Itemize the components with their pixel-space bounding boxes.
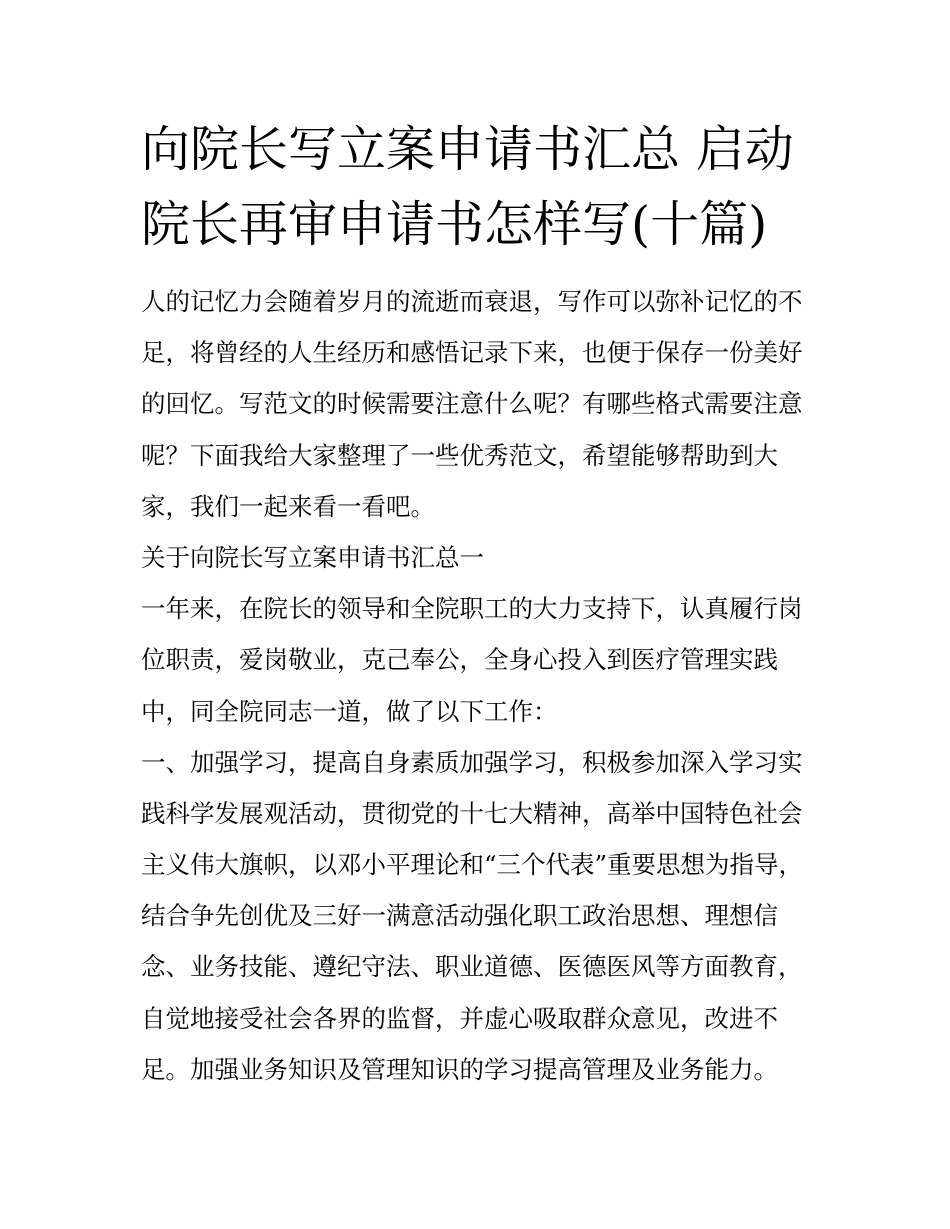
body-line: 一年来，在院长的领导和全院职工的大力支持下，认真履行岗 [141,594,803,624]
body-line: 家，我们一起来看一看吧。 [141,491,435,521]
body-line: 主义伟大旗帜，以邓小平理论和“三个代表”重要思想为指导， [141,850,804,880]
body-line: 中，同全院同志一道，做了以下工作： [141,696,558,726]
body-line: 位职责，爱岗敬业，克己奉公，全身心投入到医疗管理实践 [141,645,778,675]
title-line-2: 院长再审申请书怎样写(十篇) [141,196,768,253]
body-line: 足。加强业务知识及管理知识的学习提高管理及业务能力。 [141,1054,778,1084]
body-line: 足，将曾经的人生经历和感悟记录下来，也便于保存一份美好 [141,338,803,368]
document-body [141,276,831,1095]
body-line: 的回忆。写范文的时候需要注意什么呢？有哪些格式需要注意 [141,389,803,419]
title-line-1: 向院长写立案申请书汇总 启动 [141,121,794,178]
document-title [141,112,831,262]
body-line: 呢？下面我给大家整理了一些优秀范文，希望能够帮助到大 [141,440,778,470]
body-line: 结合争先创优及三好一满意活动强化职工政治思想、理想信 [141,901,778,931]
section-heading: 关于向院长写立案申请书汇总一 [141,542,484,572]
body-line: 念、业务技能、遵纪守法、职业道德、医德医风等方面教育， [141,952,803,982]
body-line: 一、加强学习，提高自身素质加强学习，积极参加深入学习实 [141,747,803,777]
body-line: 践科学发展观活动，贯彻党的十七大精神，高举中国特色社会 [141,798,803,828]
body-line: 自觉地接受社会各界的监督，并虚心吸取群众意见，改进不 [141,1003,778,1033]
body-line: 人的记忆力会随着岁月的流逝而衰退，写作可以弥补记忆的不 [141,287,803,316]
